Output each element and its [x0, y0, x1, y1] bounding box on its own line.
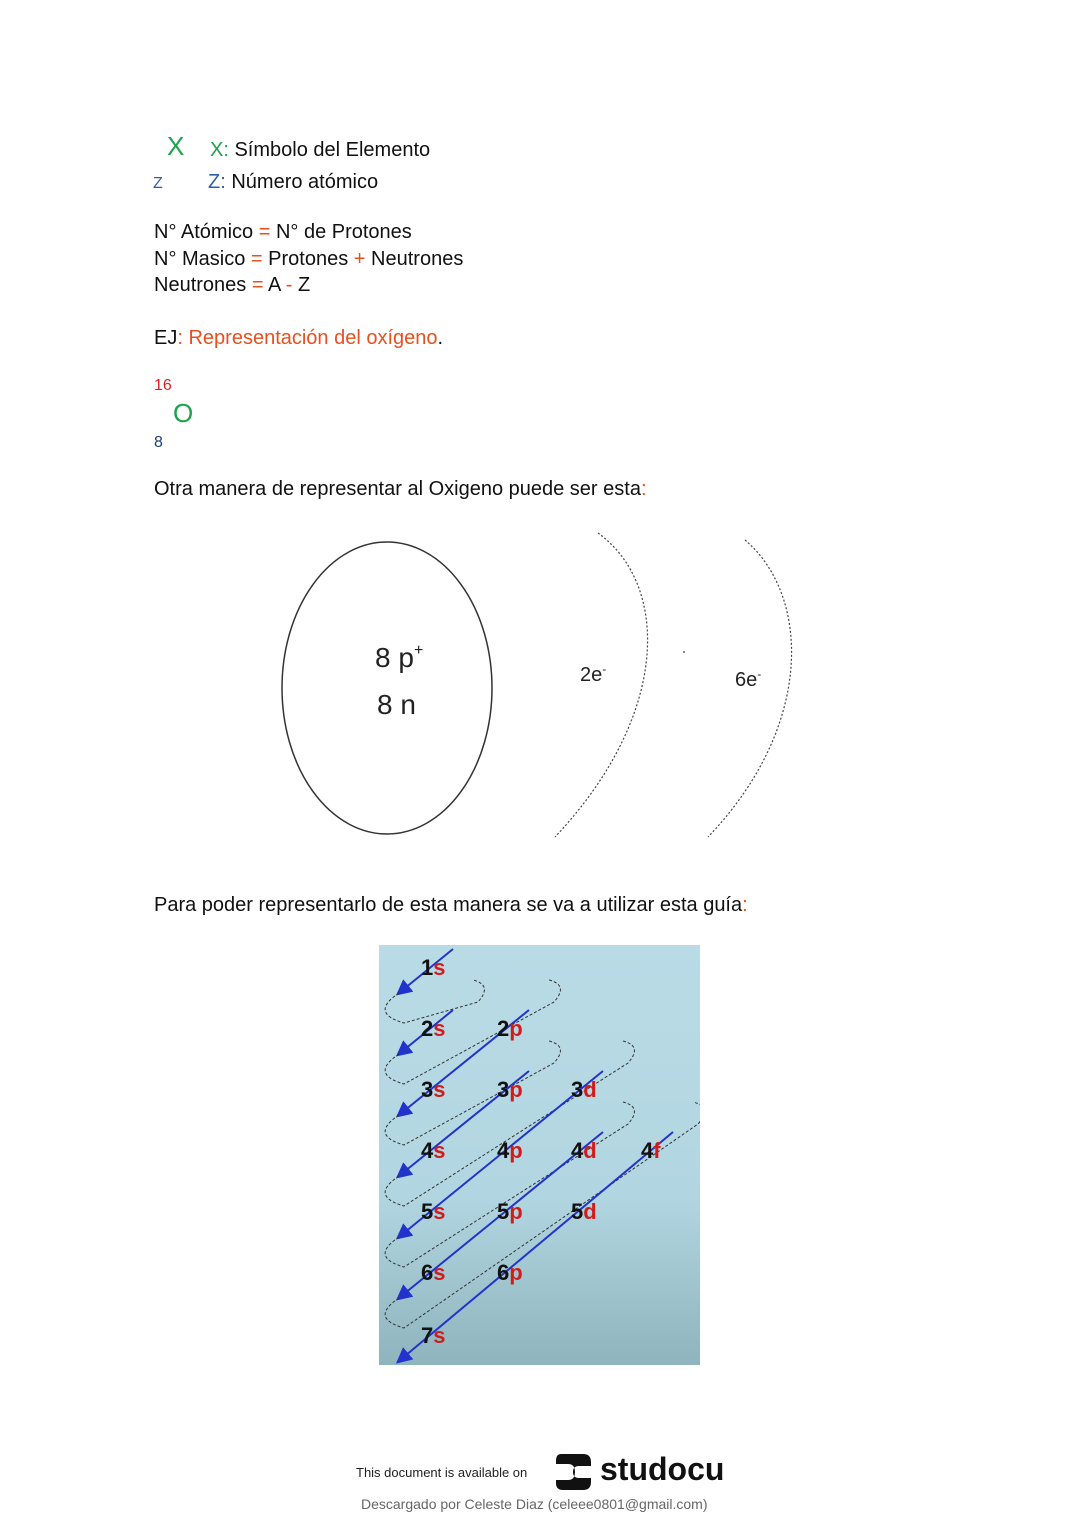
formula-operator: =: [250, 248, 263, 270]
z-description: Número atómico: [231, 171, 379, 193]
studocu-logo-icon[interactable]: [553, 1450, 595, 1494]
alt-text-body: Otra manera de representar al Oxigeno puede ser esta: [154, 478, 641, 500]
example-title: Representación del oxígeno: [188, 327, 438, 349]
symbol-description: Símbolo del Elemento: [234, 139, 431, 161]
formula-atomic-number: [154, 220, 412, 244]
symbol-definition: [210, 138, 430, 162]
formula-operator: -: [285, 274, 293, 296]
orbital-label: 3s: [421, 1077, 446, 1102]
formula-mass-number: [154, 247, 463, 271]
z-key: Z:: [208, 171, 226, 193]
guide-intro-text: [154, 893, 748, 917]
shell-1-electrons: 2e-: [580, 662, 607, 686]
example-heading: [154, 326, 443, 350]
formula-neutrons: [154, 273, 310, 297]
download-credit: Descargado por Celeste Diaz (celeee0801@gmail.com): [361, 1496, 708, 1512]
shell-2-electrons: 6e-: [735, 667, 762, 691]
orbital-label: 2s: [421, 1016, 446, 1041]
formula-term: Protones: [268, 248, 349, 270]
alt-representation-text: [154, 477, 647, 501]
orbital-label: 7s: [421, 1323, 446, 1348]
symbol-key: X:: [210, 139, 229, 161]
studocu-brand[interactable]: studocu: [600, 1451, 725, 1487]
formula-operator: =: [258, 221, 271, 243]
orbital-label: 5d: [571, 1199, 597, 1224]
formula-term: N° Masico: [154, 248, 246, 270]
neutrons-label: 8 n: [377, 689, 416, 720]
orbital-label: 5s: [421, 1199, 446, 1224]
orbital-label: 4s: [421, 1138, 446, 1163]
mass-number: 16: [154, 377, 172, 394]
formula-term: Z: [298, 274, 311, 296]
guide-text-colon: :: [742, 894, 748, 916]
orbital-label: 6p: [497, 1260, 523, 1285]
dot-mark: [683, 651, 685, 653]
formula-term: Neutrones: [154, 274, 247, 296]
example-period: .: [437, 327, 444, 349]
formula-term: A: [267, 274, 281, 296]
aufbau-diagram: [379, 945, 700, 1365]
orbital-label: 3p: [497, 1077, 523, 1102]
orbital-label: 4p: [497, 1138, 523, 1163]
orbital-label: 5p: [497, 1199, 523, 1224]
atom-diagram: [270, 525, 810, 845]
protons-label: 8 p+: [375, 642, 424, 673]
alt-text-colon: :: [640, 478, 647, 500]
z-definition: [208, 170, 378, 194]
orbital-label: 3d: [571, 1077, 597, 1102]
formula-term: Neutrones: [371, 248, 464, 270]
orbital-label: 6s: [421, 1260, 446, 1285]
example-prefix: EJ: [154, 327, 178, 349]
nucleus-ellipse: [282, 542, 492, 834]
guide-text-body: Para poder representarlo de esta manera se va a utilizar esta guía: [154, 894, 743, 916]
formula-term: N° Atómico: [154, 221, 254, 243]
z-letter: Z: [153, 175, 163, 192]
symbol-letter: X: [167, 131, 185, 161]
atomic-number: 8: [154, 434, 163, 451]
example-colon: :: [177, 327, 183, 349]
formula-term: N° de Protones: [275, 221, 412, 243]
availability-note: This document is available on: [356, 1465, 528, 1480]
orbital-label: 2p: [497, 1016, 523, 1041]
oxygen-symbol: O: [173, 398, 194, 428]
orbital-label: 1s: [421, 955, 446, 980]
formula-operator: =: [251, 274, 264, 296]
formula-operator: +: [353, 248, 366, 270]
orbital-label: 4d: [571, 1138, 597, 1163]
orbital-label: 4f: [641, 1138, 661, 1163]
